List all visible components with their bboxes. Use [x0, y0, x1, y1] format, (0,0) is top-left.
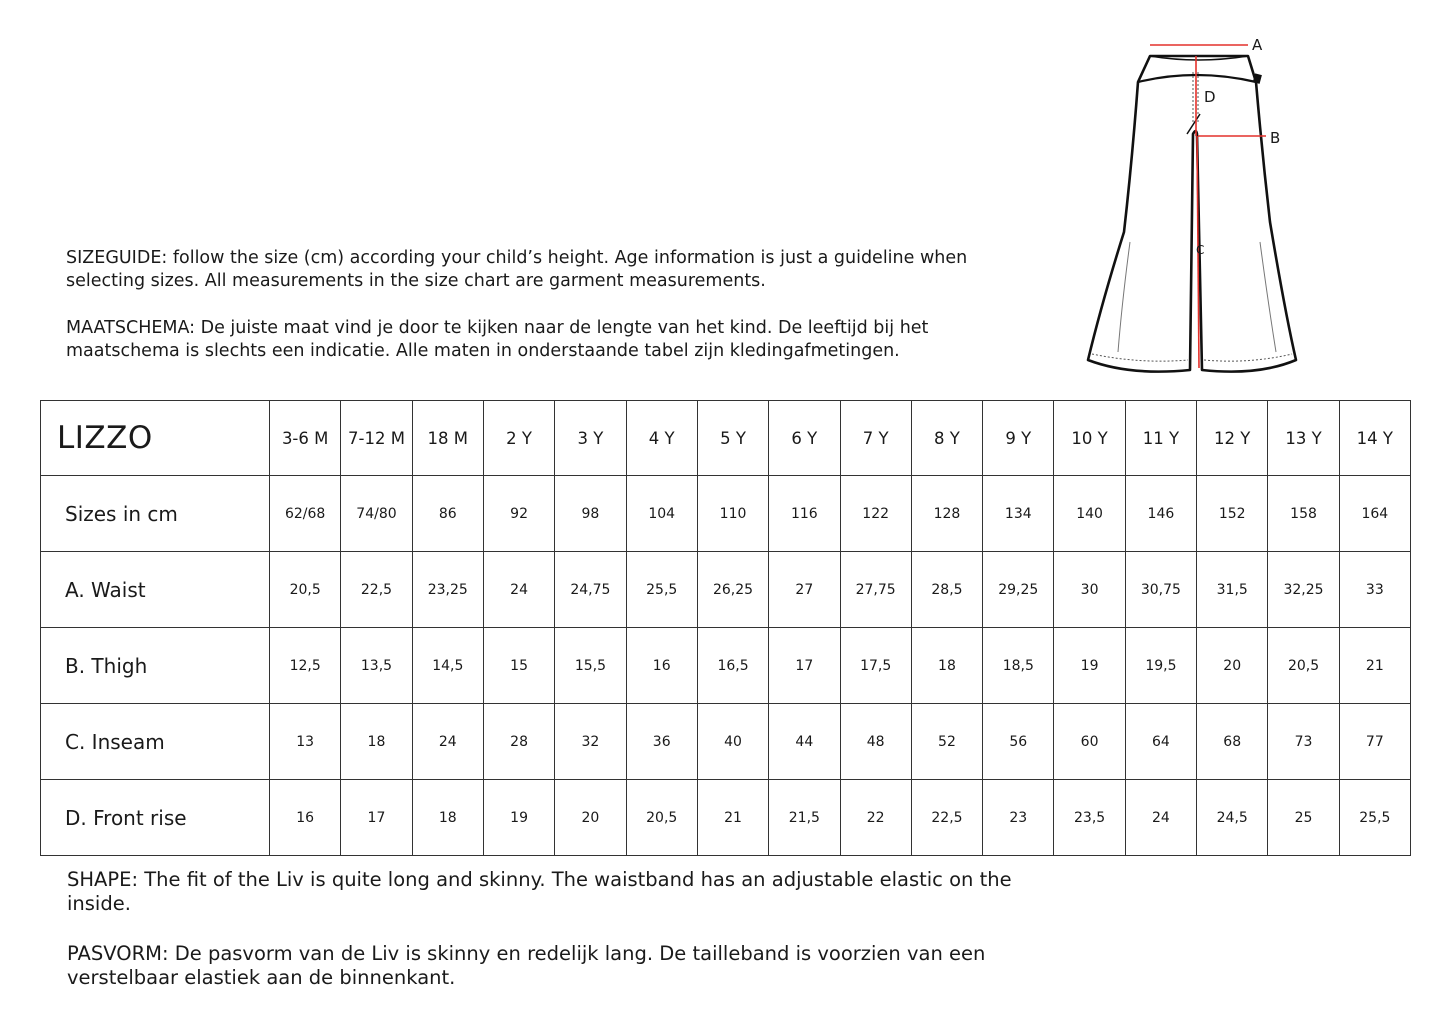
shape-label: SHAPE:: [67, 868, 139, 891]
table-cell: 23,5: [1054, 780, 1125, 856]
table-cell: 13: [270, 704, 341, 780]
table-cell: 122: [840, 476, 911, 552]
table-cell: 15,5: [555, 628, 626, 704]
table-cell: 44: [769, 704, 840, 780]
size-chart-table: [40, 400, 1411, 856]
table-cell: 140: [1054, 476, 1125, 552]
table-cell: 146: [1125, 476, 1196, 552]
table-cell: 20: [1197, 628, 1268, 704]
sizeguide-english: [66, 247, 1026, 293]
row-label: C. Inseam: [41, 704, 270, 780]
table-cell: 30,75: [1125, 552, 1196, 628]
table-cell: 21: [697, 780, 768, 856]
size-header: 12 Y: [1197, 401, 1268, 476]
table-cell: 36: [626, 704, 697, 780]
table-cell: 28: [483, 704, 554, 780]
table-cell: 31,5: [1197, 552, 1268, 628]
table-cell: 62/68: [270, 476, 341, 552]
table-cell: 33: [1339, 552, 1410, 628]
table-cell: 86: [412, 476, 483, 552]
sizeguide-text: follow the size (cm) according your child’s height. Age information is just a guideline when selecting sizes. All measurements in the size chart are garment measurements.: [66, 248, 968, 291]
table-cell: 77: [1339, 704, 1410, 780]
table-cell: 32,25: [1268, 552, 1339, 628]
table-cell: 15: [483, 628, 554, 704]
label-d: D: [1204, 88, 1216, 106]
table-cell: 24: [483, 552, 554, 628]
table-cell: 128: [911, 476, 982, 552]
table-cell: 92: [483, 476, 554, 552]
table-cell: 25: [1268, 780, 1339, 856]
table-cell: 24,75: [555, 552, 626, 628]
size-header-row: [41, 401, 1411, 476]
table-cell: 18,5: [983, 628, 1054, 704]
pants-outline: [1088, 56, 1296, 372]
row-label: B. Thigh: [41, 628, 270, 704]
size-header: 13 Y: [1268, 401, 1339, 476]
table-cell: 32: [555, 704, 626, 780]
table-cell: 25,5: [626, 552, 697, 628]
table-cell: 104: [626, 476, 697, 552]
table-cell: 23: [983, 780, 1054, 856]
table-cell: 56: [983, 704, 1054, 780]
shape-text: The fit of the Liv is quite long and skinny. The waistband has an adjustable elastic on the inside.: [67, 868, 1012, 915]
table-cell: 25,5: [1339, 780, 1410, 856]
table-cell: 16,5: [697, 628, 768, 704]
table-cell: 16: [626, 628, 697, 704]
table-cell: 22,5: [341, 552, 412, 628]
size-header: 4 Y: [626, 401, 697, 476]
size-header: 5 Y: [697, 401, 768, 476]
table-cell: 40: [697, 704, 768, 780]
table-cell: 24: [412, 704, 483, 780]
size-header: 6 Y: [769, 401, 840, 476]
table-cell: 24,5: [1197, 780, 1268, 856]
label-c: C: [1196, 243, 1205, 257]
table-cell: 17,5: [840, 628, 911, 704]
label-a: A: [1252, 36, 1263, 54]
size-header: 8 Y: [911, 401, 982, 476]
table-cell: 60: [1054, 704, 1125, 780]
size-header: 7-12 M: [341, 401, 412, 476]
table-cell: 22,5: [911, 780, 982, 856]
size-header: 3-6 M: [270, 401, 341, 476]
table-cell: 20: [555, 780, 626, 856]
table-cell: 27: [769, 552, 840, 628]
pants-measurement-diagram: [1080, 32, 1310, 384]
table-cell: 17: [769, 628, 840, 704]
size-header: 18 M: [412, 401, 483, 476]
table-cell: 20,5: [626, 780, 697, 856]
maatschema-text: De juiste maat vind je door te kijken naar de lengte van het kind. De leeftijd bij het maatschema is slechts een indicatie. Alle maten in onderstaande tabel zijn kledingafmetingen.: [66, 318, 929, 361]
table-cell: 28,5: [911, 552, 982, 628]
size-header: 3 Y: [555, 401, 626, 476]
table-cell: 30: [1054, 552, 1125, 628]
table-cell: 13,5: [341, 628, 412, 704]
table-cell: 18: [341, 704, 412, 780]
sizeguide-label: SIZEGUIDE:: [66, 248, 168, 268]
table-row: [41, 476, 1411, 552]
table-cell: 68: [1197, 704, 1268, 780]
table-cell: 98: [555, 476, 626, 552]
table-cell: 23,25: [412, 552, 483, 628]
table-cell: 16: [270, 780, 341, 856]
table-cell: 20,5: [1268, 628, 1339, 704]
label-b: B: [1270, 129, 1281, 147]
table-cell: 22: [840, 780, 911, 856]
table-cell: 24: [1125, 780, 1196, 856]
row-label: D. Front rise: [41, 780, 270, 856]
table-cell: 73: [1268, 704, 1339, 780]
table-cell: 18: [911, 628, 982, 704]
table-cell: 21,5: [769, 780, 840, 856]
shape-english: [67, 868, 1047, 916]
row-label: Sizes in cm: [41, 476, 270, 552]
table-row: [41, 780, 1411, 856]
table-row: [41, 552, 1411, 628]
table-cell: 64: [1125, 704, 1196, 780]
size-header: 2 Y: [483, 401, 554, 476]
size-header: 7 Y: [840, 401, 911, 476]
table-cell: 74/80: [341, 476, 412, 552]
table-cell: 158: [1268, 476, 1339, 552]
size-header: 11 Y: [1125, 401, 1196, 476]
brand-name: LIZZO: [41, 401, 270, 476]
size-header: 14 Y: [1339, 401, 1410, 476]
table-cell: 110: [697, 476, 768, 552]
table-cell: 116: [769, 476, 840, 552]
pasvorm-label: PASVORM:: [67, 942, 169, 965]
table-cell: 19,5: [1125, 628, 1196, 704]
size-header: 10 Y: [1054, 401, 1125, 476]
table-cell: 19: [1054, 628, 1125, 704]
row-label: A. Waist: [41, 552, 270, 628]
table-cell: 27,75: [840, 552, 911, 628]
table-cell: 29,25: [983, 552, 1054, 628]
flared-pants-illustration: [1080, 32, 1310, 384]
table-cell: 17: [341, 780, 412, 856]
table-cell: 19: [483, 780, 554, 856]
shape-dutch: [67, 942, 1047, 990]
size-header: 9 Y: [983, 401, 1054, 476]
table-cell: 152: [1197, 476, 1268, 552]
table-cell: 134: [983, 476, 1054, 552]
pasvorm-text: De pasvorm van de Liv is skinny en redelijk lang. De tailleband is voorzien van een verstelbaar elastiek aan de binnenkant.: [67, 942, 986, 989]
maatschema-label: MAATSCHEMA:: [66, 318, 196, 338]
table-cell: 18: [412, 780, 483, 856]
table-cell: 20,5: [270, 552, 341, 628]
table-cell: 48: [840, 704, 911, 780]
table-row: [41, 628, 1411, 704]
table-row: [41, 704, 1411, 780]
table-cell: 14,5: [412, 628, 483, 704]
table-cell: 12,5: [270, 628, 341, 704]
table-cell: 164: [1339, 476, 1410, 552]
table-cell: 21: [1339, 628, 1410, 704]
sizeguide-dutch: [66, 317, 1026, 363]
table-cell: 52: [911, 704, 982, 780]
table-cell: 26,25: [697, 552, 768, 628]
